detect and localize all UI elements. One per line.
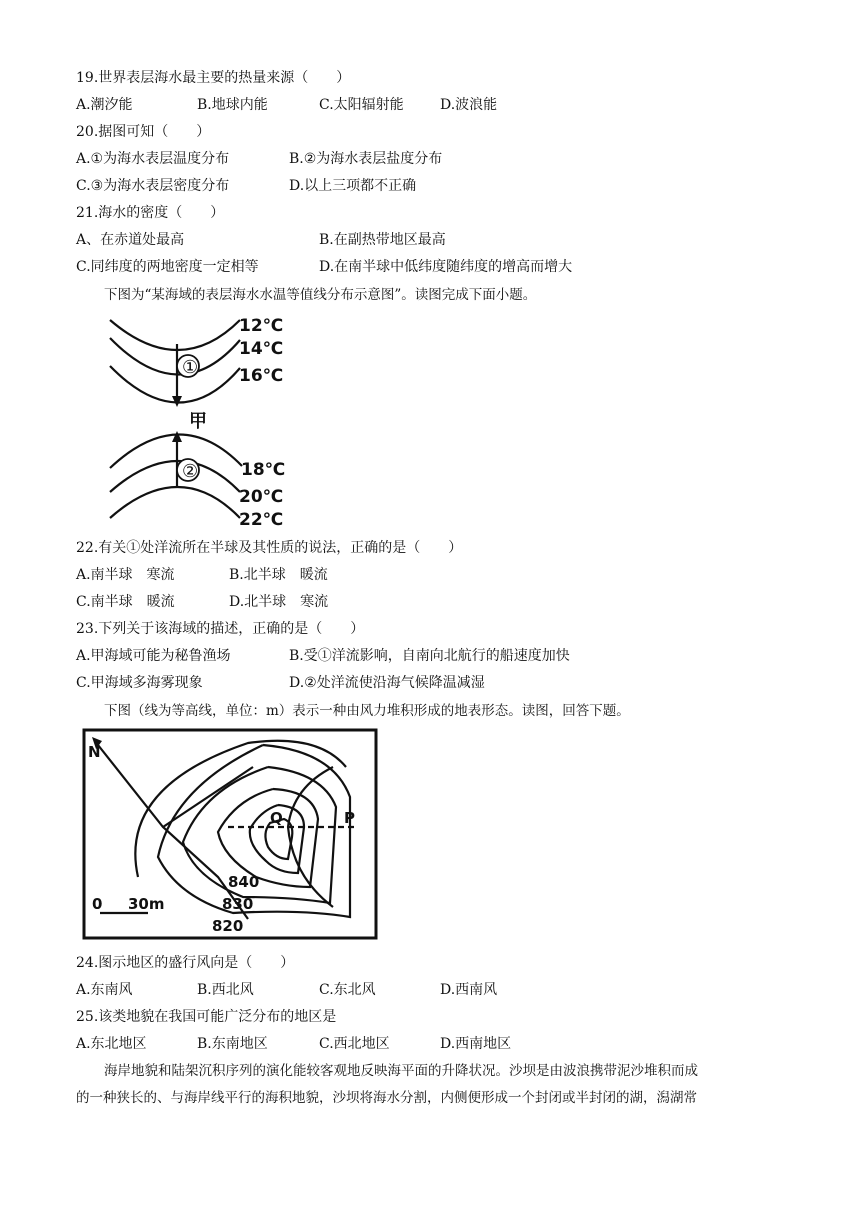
q19-option-d: D.波浪能 — [440, 97, 498, 113]
q21-option-b: B.在副热带地区最高 — [319, 232, 446, 248]
q22-stem: 22.有关①处洋流所在半球及其性质的说法，正确的是（ ） — [76, 540, 463, 556]
q24-option-c: C.东北风 — [319, 982, 376, 998]
q24-stem: 24.图示地区的盛行风向是（ ） — [76, 955, 295, 971]
q23-option-b: B.受①洋流影响，自南向北航行的船速度加快 — [289, 648, 570, 664]
q20-stem: 20.据图可知（ ） — [76, 124, 211, 140]
q24-option-a: A.东南风 — [76, 982, 133, 998]
q21-option-d: D.在南半球中低纬度随纬度的增高而增大 — [319, 259, 573, 275]
q20-option-b: B.②为海水表层盐度分布 — [289, 151, 443, 167]
q19-stem: 19.世界表层海水最主要的热量来源（ ） — [76, 70, 351, 86]
isotherm-14-label: 14℃ — [239, 339, 284, 359]
q23-option-d: D.②处洋流使沿海气候降温减湿 — [289, 675, 485, 691]
q19-option-a: A.潮汐能 — [76, 97, 133, 113]
q22-option-c: C.南半球 暖流 — [76, 594, 175, 610]
scale-length-label: 30m — [128, 895, 165, 913]
q23-option-a: A.甲海域可能为秘鲁渔场 — [76, 648, 231, 664]
isotherm-22 — [110, 487, 240, 518]
isotherm-16-label: 16℃ — [239, 366, 284, 386]
point-q-label: Q — [270, 809, 283, 827]
q21-option-c: C.同纬度的两地密度一定相等 — [76, 259, 259, 275]
q22-option-d: D.北半球 寒流 — [229, 594, 329, 610]
passage-line-2: 的一种狭长的、与海岸线平行的海积地貌，沙坝将海水分割，内侧便形成一个封闭或半封闭的湖，潟湖常 — [76, 1090, 697, 1106]
isotherm-12-label: 12℃ — [239, 316, 284, 336]
q21-stem: 21.海水的密度（ ） — [76, 205, 225, 221]
q19-option-b: B.地球内能 — [197, 97, 268, 113]
contour-830-label: 830 — [222, 895, 254, 913]
current1-label: ① — [182, 357, 199, 378]
q25-stem: 25.该类地貌在我国可能广泛分布的地区是 — [76, 1009, 337, 1025]
isotherm-14 — [110, 338, 240, 375]
q22-option-b: B.北半球 暖流 — [229, 567, 328, 583]
q20-option-c: C.③为海水表层密度分布 — [76, 178, 230, 194]
isotherm-12 — [110, 320, 240, 350]
q23-option-c: C.甲海域多海雾现象 — [76, 675, 203, 691]
scale-zero-label: 0 — [92, 895, 103, 913]
isotherm-18-label: 18℃ — [241, 460, 286, 480]
q25-option-a: A.东北地区 — [76, 1036, 147, 1052]
current2-label: ② — [182, 461, 199, 482]
isotherm-22-label: 22℃ — [239, 510, 284, 530]
q20-option-d: D.以上三项都不正确 — [289, 178, 417, 194]
q23-stem: 23.下列关于该海域的描述，正确的是（ ） — [76, 621, 365, 637]
q25-option-d: D.西南地区 — [440, 1036, 512, 1052]
q20-option-a: A.①为海水表层温度分布 — [76, 151, 230, 167]
point-p-label: P — [344, 809, 355, 827]
q24-option-b: B.西北风 — [197, 982, 254, 998]
q21-option-a: A、在赤道处最高 — [76, 232, 185, 248]
current2-arrowhead — [172, 431, 182, 442]
jia-label: 甲 — [189, 411, 207, 432]
figure1-intro: 下图为“某海域的表层海水水温等值线分布示意图”。读图完成下面小题。 — [104, 287, 537, 303]
north-label: N — [88, 743, 101, 761]
isotherm-figure — [100, 310, 300, 532]
contour-820-label: 820 — [212, 917, 244, 935]
q25-option-c: C.西北地区 — [319, 1036, 390, 1052]
q19-option-c: C.太阳辐射能 — [319, 97, 404, 113]
q25-option-b: B.东南地区 — [197, 1036, 268, 1052]
q24-option-d: D.西南风 — [440, 982, 498, 998]
figure2-intro: 下图（线为等高线，单位：m）表示一种由风力堆积形成的地表形态。读图，回答下题。 — [104, 703, 630, 719]
dune-contour-figure — [78, 727, 378, 941]
isotherm-20-label: 20℃ — [239, 487, 284, 507]
q22-option-a: A.南半球 寒流 — [76, 567, 175, 583]
passage-line-1: 海岸地貌和陆架沉积序列的演化能较客观地反映海平面的升降状况。沙坝是由波浪携带泥沙堆积而成 — [104, 1063, 698, 1079]
contour-840-label: 840 — [228, 873, 260, 891]
